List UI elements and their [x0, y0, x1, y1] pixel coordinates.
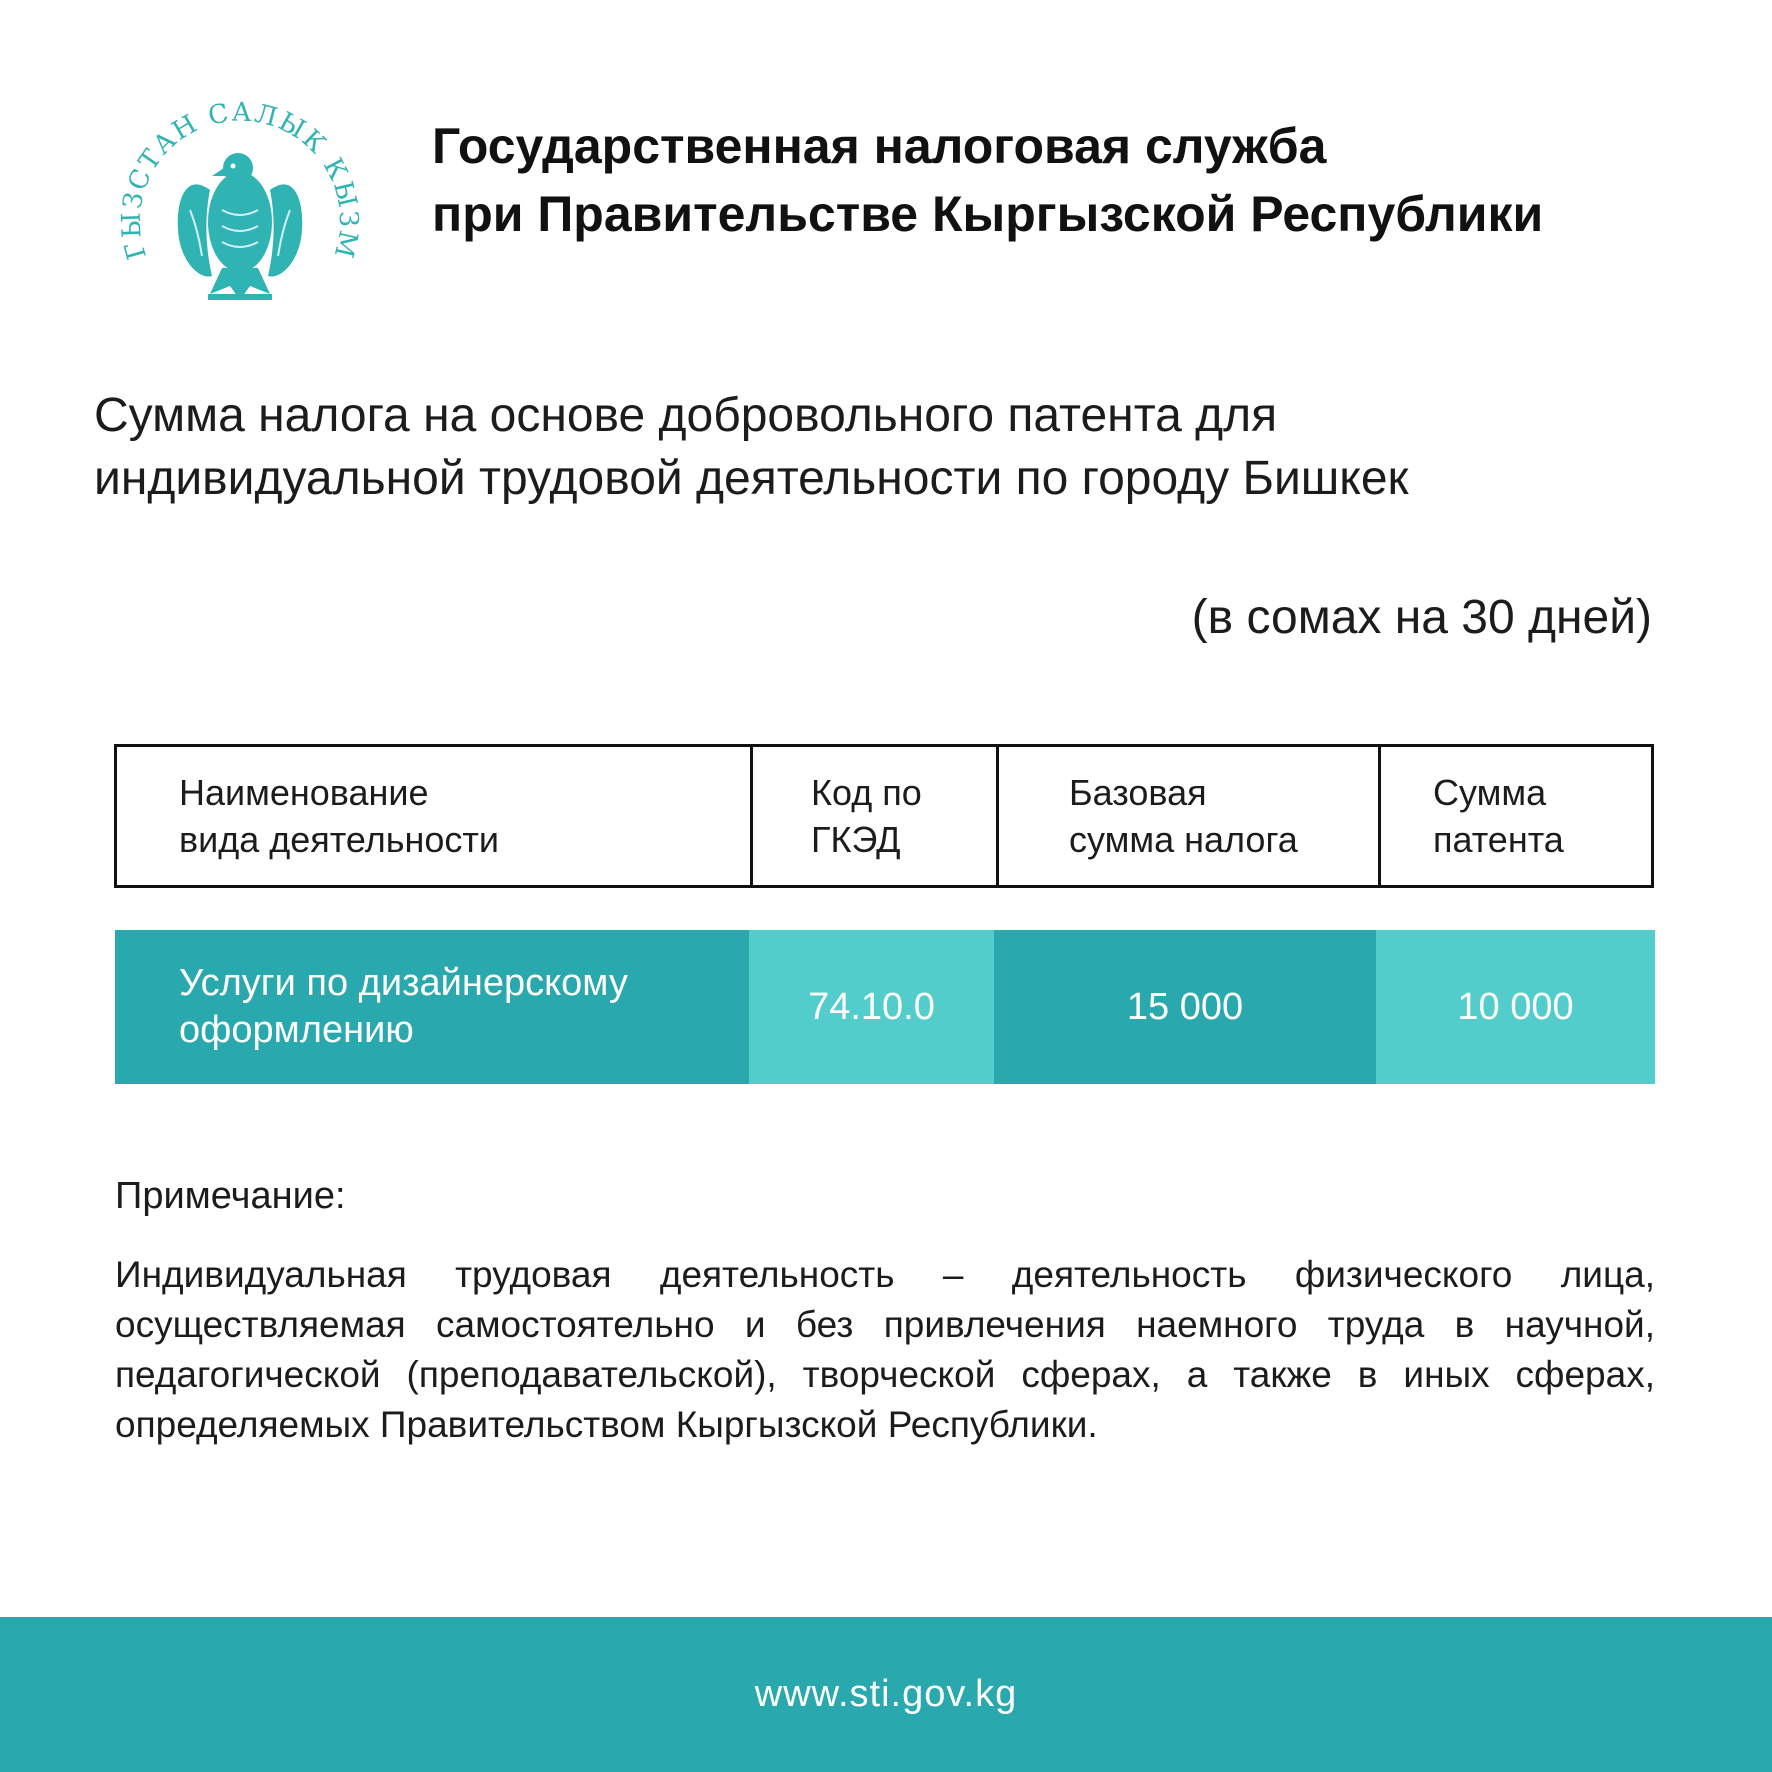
- header-patent-sum: [1381, 747, 1651, 885]
- header-patent-line2: патента: [1433, 819, 1564, 860]
- document-title-line1: Сумма налога на основе добровольного патента для: [94, 389, 1278, 442]
- table-row: [115, 930, 1655, 1084]
- header-patent-line1: Сумма: [1433, 772, 1547, 813]
- sti-logo-emblem: [118, 80, 362, 324]
- cell-code: 74.10.0: [749, 930, 994, 1084]
- footer-bar: [0, 1617, 1772, 1772]
- document-title: [94, 384, 1694, 510]
- cell-activity: [115, 930, 749, 1084]
- header-activity-line1: Наименование: [179, 772, 429, 813]
- cell-base-tax: 15 000: [994, 930, 1376, 1084]
- cell-activity-line1: Услуги по дизайнерскому: [179, 962, 628, 1004]
- header-code-line1: Код по: [811, 772, 922, 813]
- note-text: Индивидуальная трудовая деятельность – деятельность физического лица, осуществляемая самостоятельно и без привлечения наемного труда в научной, педагогической (преподавательской), творческой сферах, а также в иных сферах, определяемых Правительством Кыргызской Республики.: [115, 1254, 1655, 1445]
- header-activity-name: [117, 747, 753, 885]
- organization-title-line2: при Правительстве Кыргызской Республики: [432, 186, 1544, 242]
- header-activity-line2: вида деятельности: [179, 819, 499, 860]
- table-header: [114, 744, 1654, 888]
- logo-inscription: ГЫЗСТАН САЛЫК КЫЗМ: [118, 97, 362, 263]
- cell-activity-line2: оформлению: [179, 1009, 414, 1051]
- note-label: Примечание:: [115, 1175, 346, 1217]
- header-gked-code: [753, 747, 999, 885]
- organization-title: [432, 112, 1712, 248]
- document-title-line2: индивидуальной трудовой деятельности по городу Бишкек: [94, 452, 1409, 505]
- organization-title-line1: Государственная налоговая служба: [432, 118, 1327, 174]
- header-base-tax-line2: сумма налога: [1069, 819, 1298, 860]
- footer-url-link[interactable]: www.sti.gov.kg: [754, 1673, 1018, 1715]
- header-code-line2: ГКЭД: [811, 819, 901, 860]
- header-base-tax-line1: Базовая: [1069, 772, 1207, 813]
- header-base-tax: [999, 747, 1381, 885]
- units-note: (в сомах на 30 дней): [1191, 591, 1652, 644]
- cell-patent-sum: 10 000: [1376, 930, 1655, 1084]
